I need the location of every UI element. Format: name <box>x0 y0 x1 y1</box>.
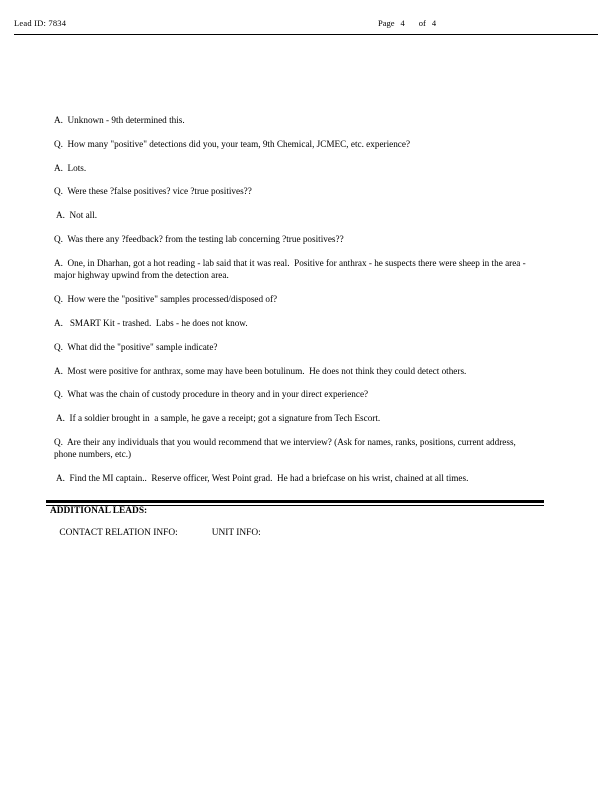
footer-info-line <box>50 518 261 548</box>
qa-line: Q. Were these ?false positives? vice ?true positives?? <box>54 186 252 197</box>
qa-line: A. One, in Dharhan, got a hot reading - lab said that it was real. Positive for anthrax - he suspects there were sheep in the area - major highway upwind from the detection area. <box>54 257 529 281</box>
page-label: Page <box>378 18 395 28</box>
contact-relation-info-label: CONTACT RELATION INFO: <box>59 528 178 538</box>
qa-line: Q. What was the chain of custody procedure in theory and in your direct experience? <box>54 389 369 400</box>
qa-line: A. Most were positive for anthrax, some may have been botulinum. He does not think they could detect others. <box>54 365 467 376</box>
qa-line: A. Unknown - 9th determined this. <box>54 115 185 125</box>
footer-divider <box>46 500 544 506</box>
page-indicator <box>378 18 450 28</box>
footer-rule-thick <box>46 500 544 503</box>
qa-line: A. Find the MI captain.. Reserve officer, West Point grad. He had a briefcase on his wrist, chained at all times. <box>56 473 469 484</box>
unit-info-label: UNIT INFO: <box>211 528 261 538</box>
qa-line: Q. Are their any individuals that you would recommend that we interview? (Ask for names, ranks, positions, current address, phone numbers, etc.) <box>54 437 519 460</box>
qa-line: A. Lots. <box>54 162 87 173</box>
qa-line: A. If a soldier brought in a sample, he gave a receipt; got a signature from Tech Escort. <box>56 413 381 424</box>
header-divider <box>14 34 598 35</box>
qa-line: Q. What did the "positive" sample indicate? <box>54 341 218 352</box>
page-of-label: of <box>418 18 426 28</box>
qa-line: A. Not all. <box>56 210 98 221</box>
qa-line: Q. How were the "positive" samples processed/disposed of? <box>54 294 278 305</box>
page-header <box>0 18 612 40</box>
page-total: 4 <box>431 18 437 28</box>
qa-line: Q. How many "positive" detections did you, your team, 9th Chemical, JCMEC, etc. experience? <box>54 138 411 149</box>
lead-id-label: Lead ID: 7834 <box>14 18 67 28</box>
qa-transcript <box>54 114 532 496</box>
qa-line: A. SMART Kit - trashed. Labs - he does not know. <box>54 317 248 328</box>
additional-leads-heading: ADDITIONAL LEADS: <box>50 506 148 516</box>
qa-line: Q. Was there any ?feedback? from the testing lab concerning ?true positives?? <box>54 234 344 245</box>
page-number: 4 <box>400 18 405 28</box>
